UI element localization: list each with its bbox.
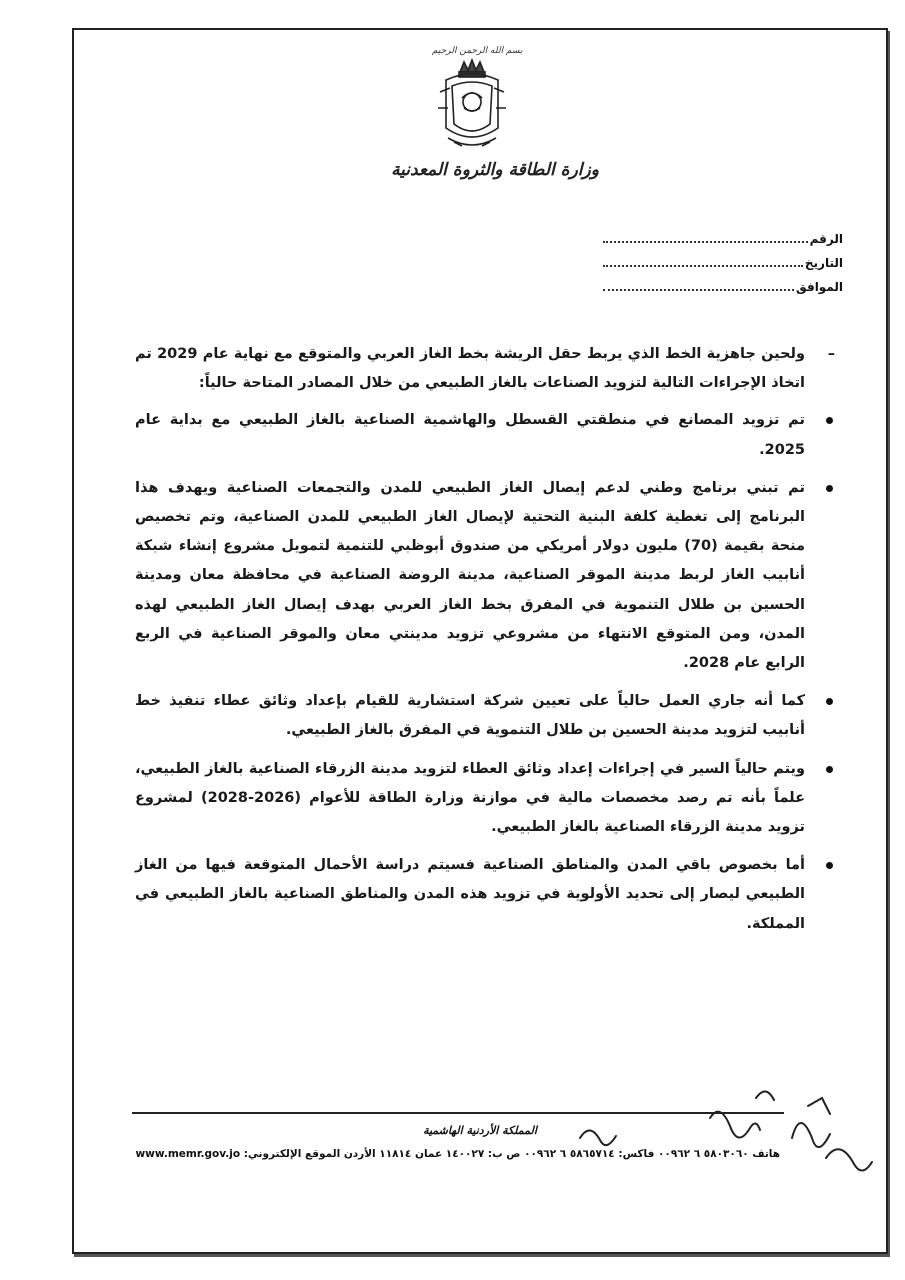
- corresponding-date-blank: [603, 280, 794, 291]
- list-item-text: تم تزويد المصانع في منطقتي القسطل والهاشمية الصناعية بالغاز الطبيعي مع بداية عام 2025.: [135, 412, 805, 458]
- reference-number-row: [603, 232, 843, 256]
- list-item: [135, 687, 805, 745]
- handwritten-signature-icon: [560, 1078, 880, 1192]
- letter-body: [135, 340, 835, 948]
- dash-marker: –: [827, 346, 835, 362]
- bullet-icon: [826, 485, 833, 492]
- list-item: [135, 474, 805, 678]
- footer-website-link[interactable]: www.memr.gov.jo: [135, 1148, 241, 1160]
- corresponding-date-row: [603, 280, 843, 304]
- intro-text: ولحين جاهزية الخط الذي يربط حقل الريشة بخط الغاز العربي والمتوقع مع نهاية عام 2029 تم اتخاذ الإجراءات التالية لتزويد الصناعات بالغاز الطبيعي من خلال المصادر المتاحة حالياً:: [135, 346, 805, 392]
- list-item-text: تم تبني برنامج وطني لدعم إيصال الغاز الطبيعي للمدن والتجمعات الصناعية ويهدف هذا البرنامج إلى تغطية كلفة البنية التحتية لإيصال الغاز الطبيعي للمدن الصناعية، وتم تخصيص منحة بقيمة (70) مليون دولار أمريكي من صندوق أبوظبي للتنمية لتمويل مشروع إنشاء شبكة أنابيب الغاز لربط مدينة الموقر الصناعية، مدينة الروضة الصناعية في محافظة معان ومدينة الحسين بن طلال التنموية في المفرق بخط الغاز العربي بهدف إيصال الغاز الطبيعي لهذه المدن، ومن المتوقع الانتهاء من مشروعي تزويد مدينتي معان والموقر الصناعية في الربع الرابع عام 2028.: [135, 479, 805, 672]
- intro-paragraph: [135, 340, 835, 398]
- list-item-text: كما أنه جاري العمل حالياً على تعيين شركة استشارية للقيام بإعداد وثائق عطاء تنفيذ خط أنابيب لتزويد مدينة الحسين بن طلال التنموية في المفرق بالغاز الطبيعي.: [135, 693, 805, 739]
- footer-divider: [132, 1112, 784, 1114]
- footer-kingdom-name: المملكة الأردنية الهاشمية: [423, 1124, 537, 1137]
- list-item: [135, 755, 805, 843]
- list-item-text: ويتم حالياً السير في إجراءات إعداد وثائق العطاء لتزويد مدينة الزرقاء الصناعية بالغاز الطبيعي، علماً بأنه تم رصد مخصصات مالية في موازنة وزارة الطاقة للأعوام (2026-2028) لمشروع تزويد مدينة الزرقاء الصناعية بالغاز الطبيعي.: [135, 760, 805, 836]
- date-row: [603, 256, 843, 280]
- reference-fields: [603, 232, 843, 304]
- corresponding-date-label: الموافق: [796, 280, 843, 294]
- footer-contact-text: هاتف ٥٨٠٣٠٦٠ ٦ ٠٠٩٦٢ فاكس: ٥٨٦٥٧١٤ ٦ ٠٠٩٦٢ ص ب: ١٤٠٠٢٧ عمان ١١٨١٤ الأردن الموقع الإلكتروني:: [243, 1148, 780, 1160]
- list-item: [135, 851, 805, 939]
- footer-contact-info: [135, 1148, 780, 1160]
- reference-number-blank: [603, 232, 808, 243]
- reference-number-label: الرقم: [809, 232, 843, 246]
- date-label: التاريخ: [804, 256, 843, 270]
- date-blank: [603, 256, 803, 267]
- list-item: [135, 406, 805, 464]
- ministry-name: وزارة الطاقة والثروة المعدنية: [391, 160, 599, 180]
- measures-list: [135, 406, 805, 938]
- bullet-icon: [826, 766, 833, 773]
- basmala: بسم الله الرحمن الرحيم: [432, 46, 523, 56]
- list-item-text: أما بخصوص باقي المدن والمناطق الصناعية فسيتم دراسة الأحمال المتوقعة فيها من الغاز الطبيعي ليصار إلى تحديد الأولوية في تزويد هذه المدن والمناطق الصناعية بالغاز الطبيعي في المملكة.: [135, 857, 805, 932]
- coat-of-arms-icon: [432, 58, 512, 158]
